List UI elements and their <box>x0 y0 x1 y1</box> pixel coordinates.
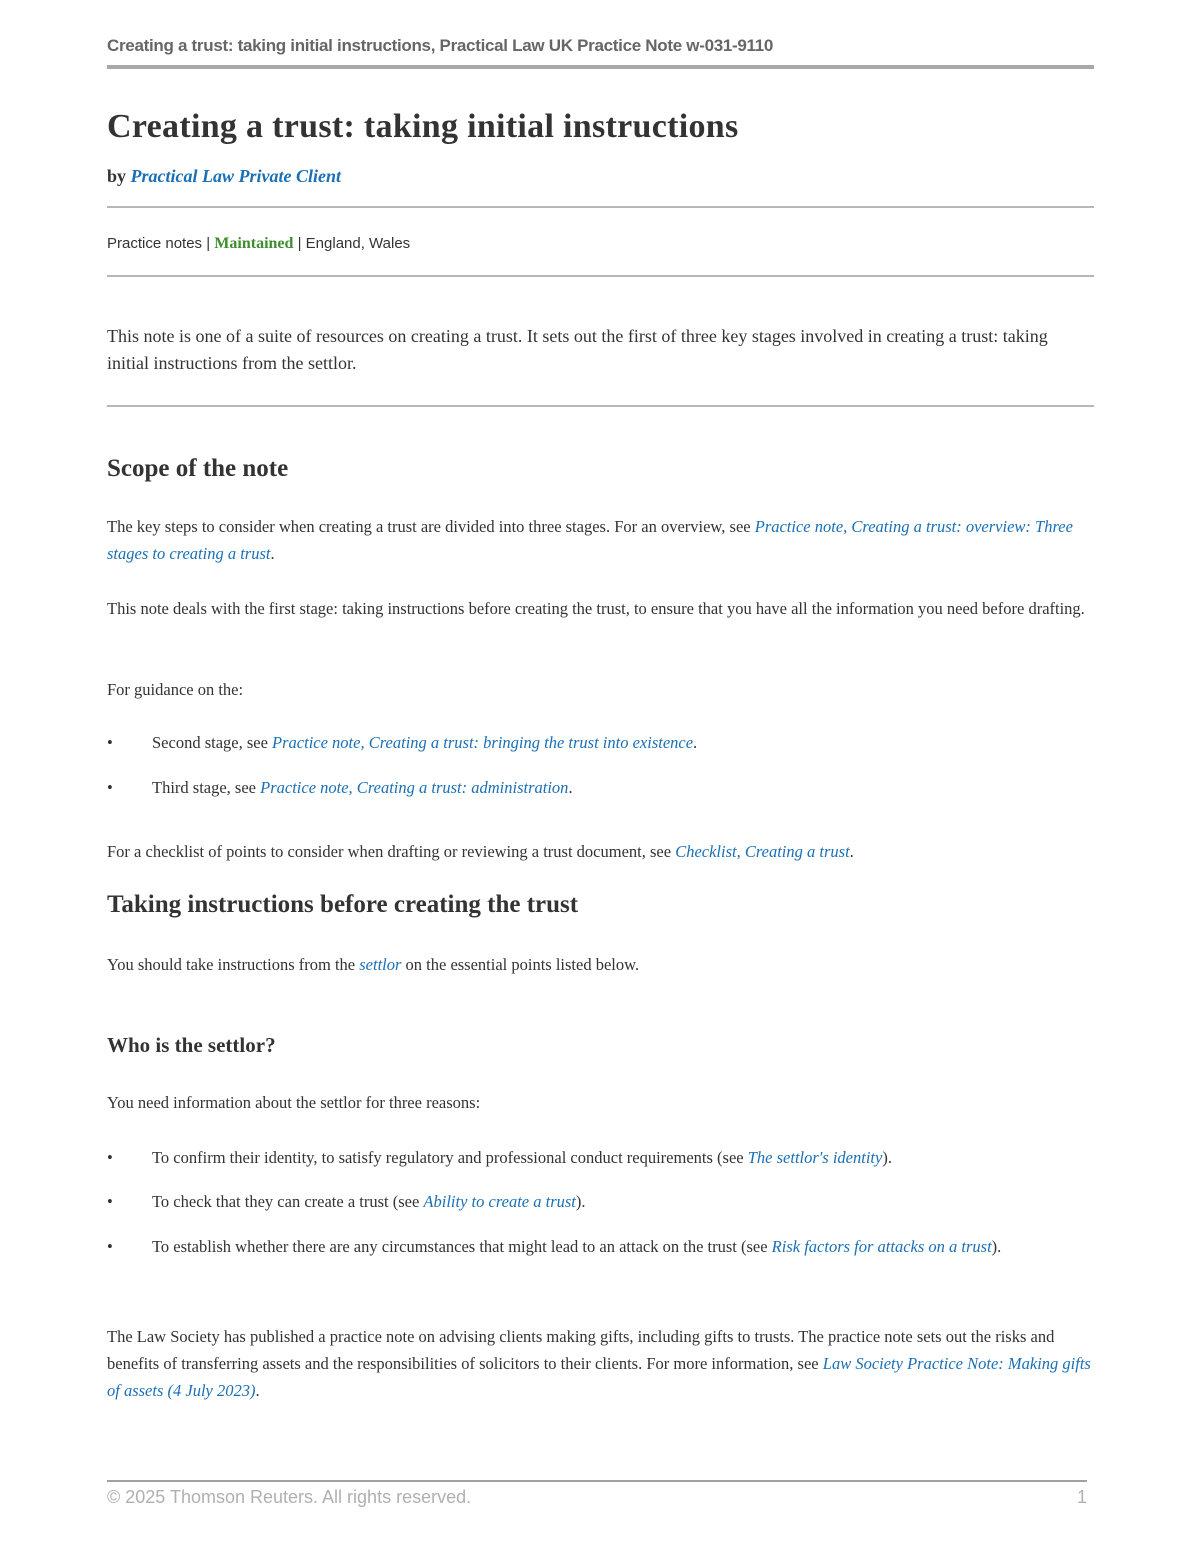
list-item <box>107 1144 1094 1171</box>
bullet-icon: • <box>107 1237 113 1256</box>
scope-paragraph-3: For guidance on the: <box>107 680 244 699</box>
scope-paragraph-2: This note deals with the first stage: taking instructions before creating the trust, to ensure that you have all the information you need before drafting. <box>107 599 1085 618</box>
link-three-stages[interactable]: Practice note, Creating a trust: overview: Three stages to creating a trust <box>107 517 1073 563</box>
paragraph-text: . <box>270 544 275 563</box>
running-header: Creating a trust: taking initial instructions, Practical Law UK Practice Note w-031-9110 <box>107 36 774 55</box>
scope-paragraph-1 <box>107 513 1094 567</box>
settlor-paragraph-1: You need information about the settlor for three reasons: <box>107 1093 481 1112</box>
meta-jurisdiction: England, Wales <box>305 235 411 252</box>
status-badge: Maintained <box>214 235 294 252</box>
scope-paragraph-4 <box>107 838 1094 865</box>
page-title: Creating a trust: taking initial instructions <box>107 108 739 145</box>
bullet-icon: • <box>107 1148 113 1167</box>
link-third-stage[interactable]: Practice note, Creating a trust: administration <box>260 778 569 797</box>
byline <box>107 166 341 187</box>
list-item-text: Second stage, see <box>152 733 273 752</box>
section-heading-scope: Scope of the note <box>107 455 289 482</box>
list-item-text: . <box>568 778 573 797</box>
list-item-text: ). <box>882 1148 892 1167</box>
divider <box>107 206 1094 208</box>
meta-separator: | <box>297 235 302 252</box>
paragraph-text: For a checklist of points to consider when drafting or reviewing a trust document, see <box>107 842 676 861</box>
paragraph-text: You should take instructions from the <box>107 955 360 974</box>
link-law-society-note[interactable]: Law Society Practice Note: Making gifts of assets (4 July 2023) <box>107 1354 1091 1400</box>
paragraph-text: . <box>849 842 854 861</box>
bullet-icon: • <box>107 733 113 752</box>
header-divider <box>107 65 1094 69</box>
list-item <box>107 729 1094 756</box>
bullet-icon: • <box>107 778 113 797</box>
paragraph-text: . <box>255 1381 260 1400</box>
link-risk-factors[interactable]: Risk factors for attacks on a trust <box>771 1237 992 1256</box>
document-meta <box>107 235 410 253</box>
taking-paragraph-1 <box>107 951 1094 978</box>
meta-separator: | <box>206 235 211 252</box>
copyright-text: © 2025 Thomson Reuters. All rights reserved. <box>107 1487 472 1507</box>
list-item-text: To confirm their identity, to satisfy regulatory and professional conduct requirements (see <box>152 1148 748 1167</box>
list-item <box>107 1188 1094 1215</box>
list-item-text: To check that they can create a trust (see <box>152 1192 424 1211</box>
link-second-stage[interactable]: Practice note, Creating a trust: bringing the trust into existence <box>272 733 694 752</box>
divider <box>107 405 1094 407</box>
subsection-heading-settlor: Who is the settlor? <box>107 1033 276 1057</box>
settlor-paragraph-2 <box>107 1323 1094 1404</box>
list-item <box>107 1233 1077 1260</box>
paragraph-text: The key steps to consider when creating a trust are divided into three stages. For an overview, see <box>107 517 755 536</box>
list-item-text: ). <box>991 1237 1002 1256</box>
link-ability-to-create[interactable]: Ability to create a trust <box>423 1192 576 1211</box>
divider <box>107 275 1094 277</box>
list-item-text: Third stage, see <box>152 778 261 797</box>
link-checklist[interactable]: Checklist, Creating a trust <box>675 842 850 861</box>
author-link[interactable]: Practical Law Private Client <box>130 166 341 186</box>
page-number: 1 <box>1076 1487 1087 1507</box>
meta-type: Practice notes <box>107 235 203 252</box>
footer-divider <box>107 1480 1087 1482</box>
list-item-text: ). <box>575 1192 586 1211</box>
bullet-icon: • <box>107 1192 113 1211</box>
page-footer <box>107 1487 1087 1508</box>
intro-paragraph: This note is one of a suite of resources on creating a trust. It sets out the first of three key stages involved in creating a trust: taking initial instructions from the settlor. <box>107 326 1048 373</box>
link-settlor[interactable]: settlor <box>359 955 402 974</box>
paragraph-text: The Law Society has published a practice note on advising clients making gifts, including gifts to trusts. The practice note sets out the risks and benefits of transferring assets and the responsibilities of solicitors to their clients. For more information, see <box>107 1327 1055 1373</box>
link-settlor-identity[interactable]: The settlor's identity <box>747 1148 883 1167</box>
paragraph-text: on the essential points listed below. <box>401 955 640 974</box>
list-item-text: . <box>693 733 698 752</box>
section-heading-taking-instructions: Taking instructions before creating the trust <box>107 891 579 918</box>
byline-prefix: by <box>107 166 127 186</box>
list-item-text: To establish whether there are any circumstances that might lead to an attack on the trust (see <box>152 1237 772 1256</box>
list-item <box>107 774 1094 801</box>
